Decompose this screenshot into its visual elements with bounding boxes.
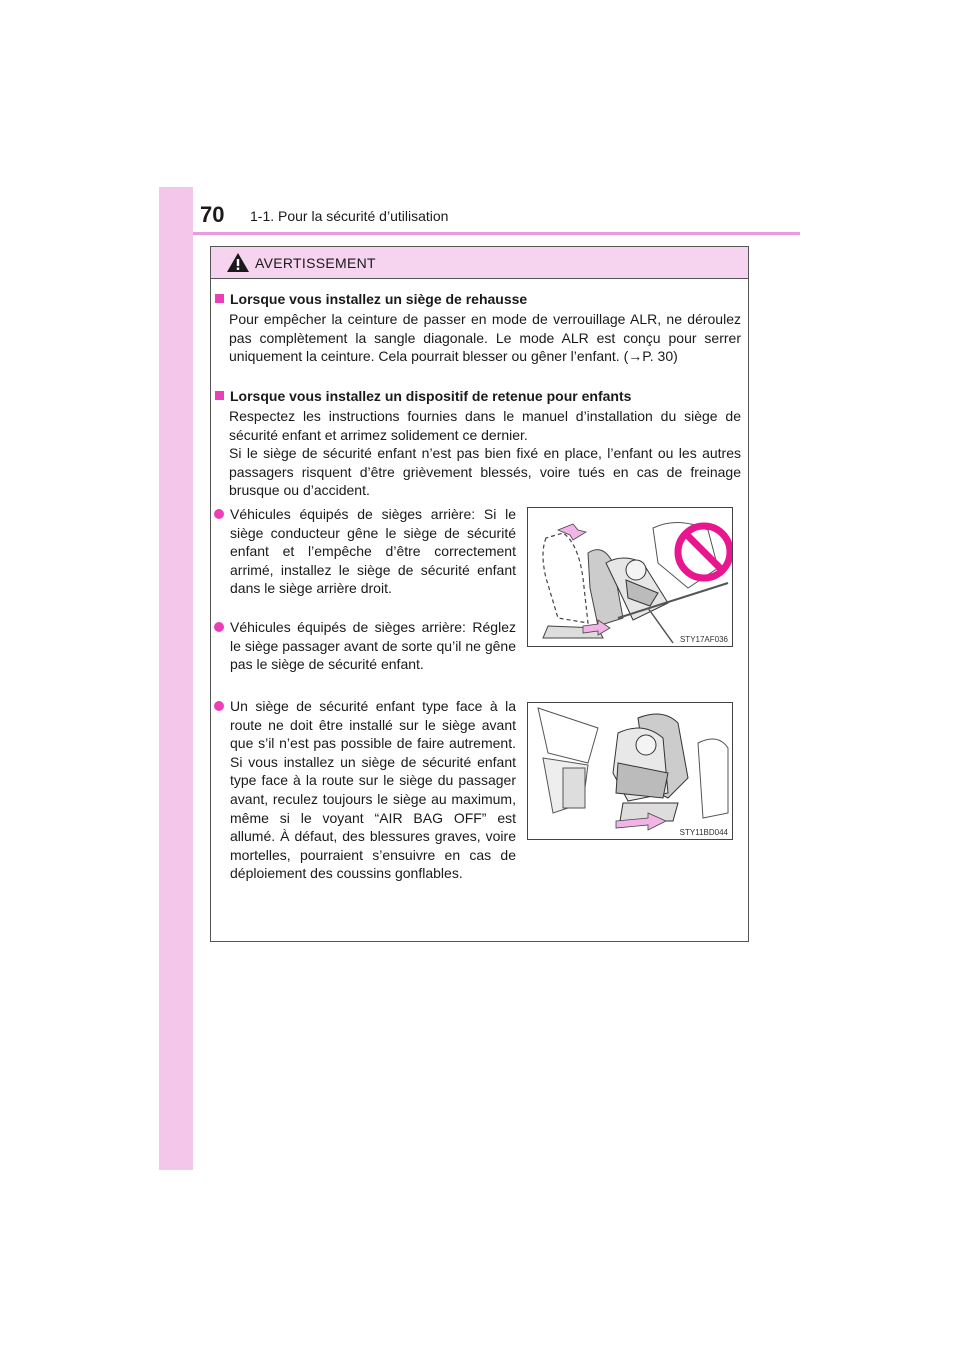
item-body-child-restraint-2: Si le siège de sécurité enfant n’est pas bien fixé en place, l’enfant ou les autres passagers risquent d’être grièvement blessés, voire tués en cas de freinage brusque ou d’accident.: [229, 445, 741, 499]
chapter-sidebar-tab: [159, 187, 193, 1170]
round-bullet-icon: [214, 701, 224, 711]
front-passenger-child-seat-illustration: [528, 703, 733, 840]
page-number: 70: [200, 202, 225, 227]
figure-front-seat-installation: [527, 702, 733, 840]
figure-code: STY11BD044: [679, 828, 728, 837]
figure-code: STY17AF036: [679, 635, 728, 644]
bullet-item: Véhicules équipés de sièges arrière: Réglez le siège passager avant de sorte qu’il ne gêne pas le siège de sécurité enfant.: [214, 618, 516, 674]
item-body-child-restraint-1: Respectez les instructions fournies dans le manuel d’installation du siège de sécurité enfant et arrimez solidement ce dernier.: [229, 408, 741, 443]
item-heading-child-restraint: Lorsque vous installez un dispositif de retenue pour enfants: [215, 388, 631, 404]
bullet-item: Un siège de sécurité enfant type face à la route ne doit être installé sur le siège avant que s’il n’est pas possible de faire autrement. Si vous installez un siège de sécurité enfant type face à la route sur le siège du passager avant, reculez toujours le siège au maximum, même si le voyant “AIR BAG OFF” est allumé. À défaut, des blessures graves, voire mortelles, pourraient s’ensuivre en cas de déploiement des coussins gonflables.: [214, 697, 516, 883]
warning-box: [210, 246, 749, 942]
warning-title: AVERTISSEMENT: [255, 255, 376, 271]
round-bullet-icon: [214, 509, 224, 519]
square-bullet-icon: [215, 391, 224, 400]
item-body-booster: Pour empêcher la ceinture de passer en mode de verrouillage ALR, ne déroulez pas complètement la sangle diagonale. Le mode ALR est conçu pour serrer uniquement la ceinture. Cela pourrait blesser ou gêner l’enfant. (→P. 30): [229, 311, 741, 365]
item-heading-booster: Lorsque vous installez un siège de rehausse: [215, 291, 527, 307]
figure-rear-seat-installation: [527, 507, 733, 647]
warning-triangle-icon: [227, 253, 249, 272]
warning-header: [211, 247, 748, 279]
bullet-item: Véhicules équipés de sièges arrière: Si le siège conducteur gêne le siège de sécurité enfant et l’empêche d’être correctement arrimé, installez le siège de sécurité enfant dans le siège arrière droit.: [214, 505, 516, 598]
section-title: 1-1. Pour la sécurité d’utilisation: [250, 208, 449, 224]
round-bullet-icon: [214, 622, 224, 632]
square-bullet-icon: [215, 294, 224, 303]
child-seat-behind-driver-illustration: [528, 508, 733, 647]
header-divider: [193, 232, 800, 235]
